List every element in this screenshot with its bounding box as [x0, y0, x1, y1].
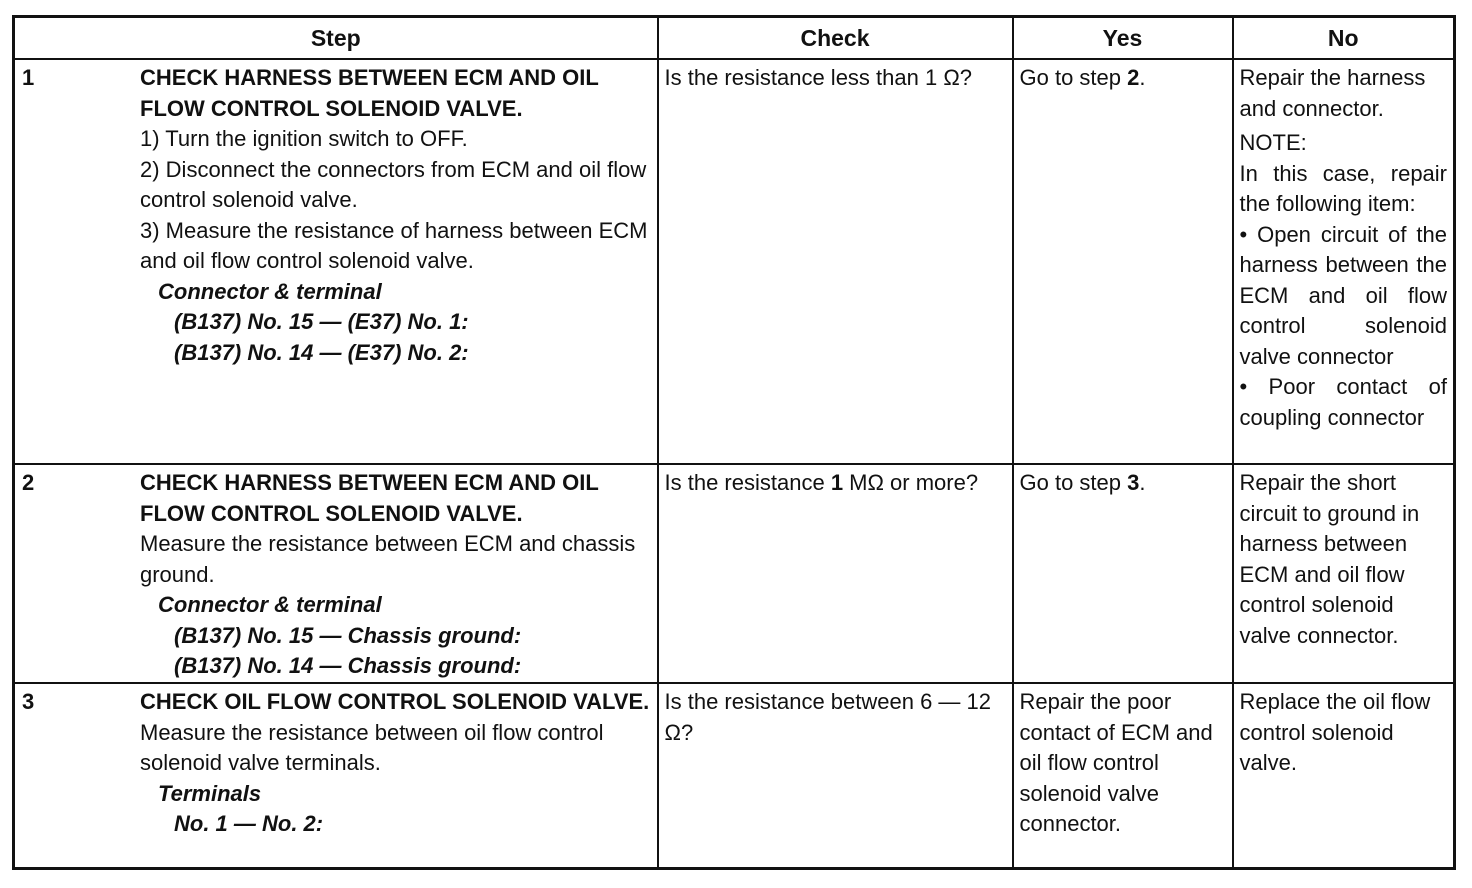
instruction: Measure the resistance between ECM and chassis ground.: [140, 531, 636, 587]
no-cell: Repair the short circuit to ground in harness between ECM and oil flow control solenoid valve connector.: [1233, 464, 1455, 683]
instruction: 1) Turn the ignition switch to OFF.: [140, 126, 468, 151]
condition-heading: Connector & terminal: [158, 278, 382, 304]
header-check: Check: [658, 17, 1013, 60]
check-cell: Is the resistance less than 1 Ω?: [658, 59, 1013, 464]
check-text-end: MΩ or more?: [843, 470, 979, 495]
yes-suffix: .: [1139, 470, 1146, 495]
check-value: 1: [830, 470, 844, 495]
yes-suffix: .: [1139, 65, 1146, 90]
condition: (B137) No. 15 — (E37) No. 1:: [174, 309, 469, 334]
step-title: CHECK HARNESS BETWEEN ECM AND OIL FLOW CONTROL SOLENOID VALVE.: [140, 470, 599, 526]
no-cell: [1233, 59, 1455, 464]
header-step: Step: [14, 17, 658, 60]
check-cell: [658, 464, 1013, 683]
table-row: [14, 59, 1455, 464]
check-cell: Is the resistance between 6 — 12 Ω?: [658, 683, 1013, 869]
yes-step: 2: [1127, 65, 1140, 90]
no-cell: Replace the oil flow control solenoid valve.: [1233, 683, 1455, 869]
step-number: 3: [22, 689, 35, 714]
step-cell: [14, 464, 658, 683]
instruction: 3) Measure the resistance of harness between ECM and oil flow control solenoid valve.: [140, 217, 648, 273]
condition-heading: Terminals: [158, 780, 262, 806]
note-body: In this case, repair the following item:: [1239, 160, 1447, 216]
step-number: 1: [22, 65, 35, 90]
yes-text: Go to step: [1019, 65, 1128, 90]
yes-text: Go to step: [1019, 470, 1128, 495]
instruction: Measure the resistance between oil flow control solenoid valve terminals.: [140, 719, 604, 775]
table-row: [14, 683, 1455, 869]
yes-cell: [1013, 59, 1233, 464]
yes-step: 3: [1127, 470, 1140, 495]
step-cell: [14, 683, 658, 869]
instruction: 2) Disconnect the connectors from ECM and oil flow control solenoid valve.: [140, 156, 647, 212]
diagnostic-table: [12, 15, 1456, 870]
header-yes: Yes: [1013, 17, 1233, 60]
check-text: Is the resistance: [664, 470, 831, 495]
step-cell: [14, 59, 658, 464]
yes-cell: [1013, 464, 1233, 683]
no-text: Repair the harness and connector.: [1239, 65, 1426, 121]
condition: (B137) No. 15 — Chassis ground:: [174, 622, 522, 648]
condition: (B137) No. 14 — Chassis ground:: [174, 653, 522, 678]
condition: No. 1 — No. 2:: [174, 811, 324, 836]
note-label: NOTE:: [1239, 130, 1307, 155]
header-no: No: [1233, 17, 1455, 60]
step-number: 2: [22, 470, 35, 495]
header-row: [14, 17, 1455, 60]
table-row: [14, 464, 1455, 683]
yes-cell: Repair the poor contact of ECM and oil flow control solenoid valve connector.: [1013, 683, 1233, 869]
condition: (B137) No. 14 — (E37) No. 2:: [174, 339, 469, 365]
note-item: • Poor contact of coupling connector: [1239, 374, 1447, 430]
step-title: CHECK OIL FLOW CONTROL SOLENOID VALVE.: [140, 689, 650, 714]
condition-heading: Connector & terminal: [158, 592, 382, 617]
step-title: CHECK HARNESS BETWEEN ECM AND OIL FLOW CONTROL SOLENOID VALVE.: [140, 65, 599, 121]
note-item: • Open circuit of the harness between the ECM and oil flow control solenoid valve connector: [1239, 221, 1447, 369]
